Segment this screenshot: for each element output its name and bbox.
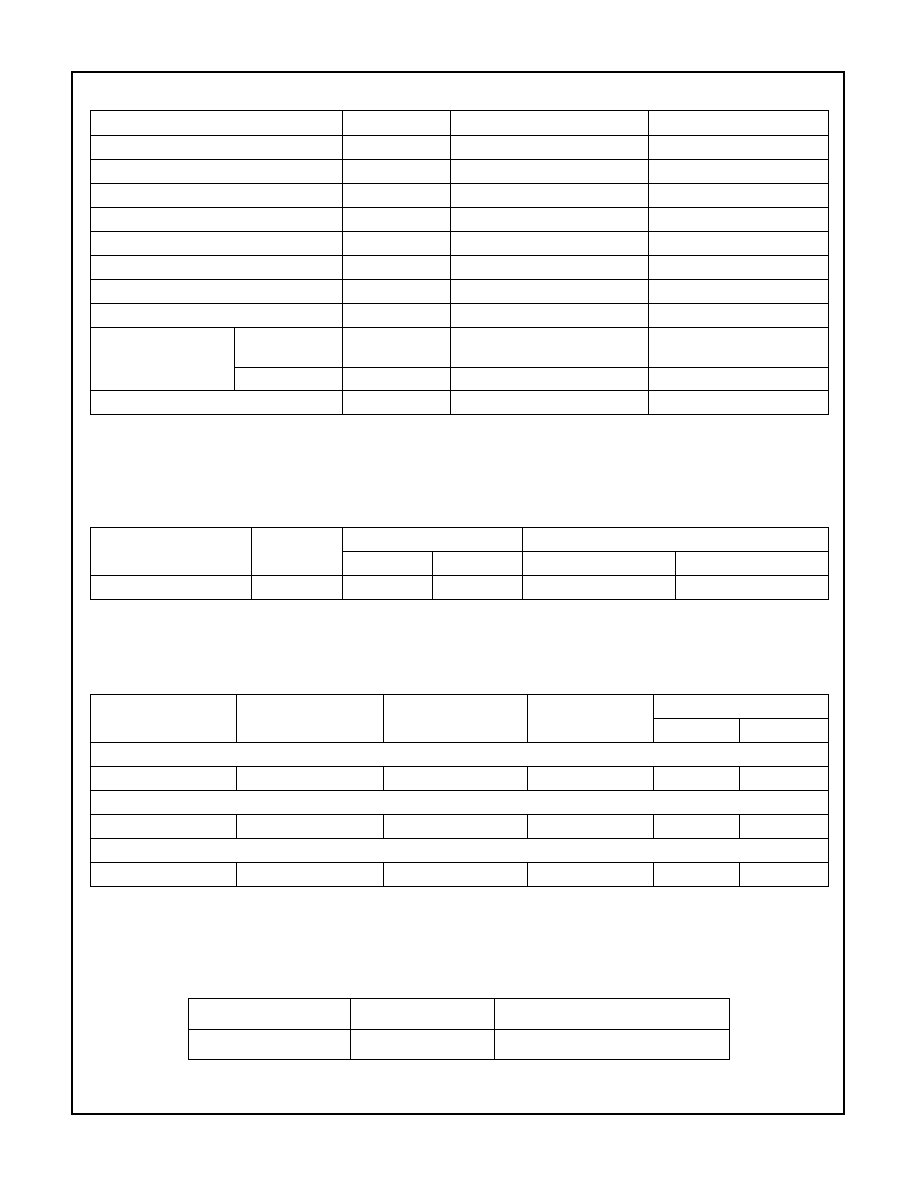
table-cell (343, 280, 451, 304)
table-cell (523, 576, 676, 600)
table-cell (91, 576, 252, 600)
header-cell (649, 111, 829, 136)
table-cell (343, 184, 451, 208)
table-cell (91, 391, 343, 415)
table-header-row (91, 695, 829, 719)
table-cell (528, 815, 654, 839)
header-cell (740, 719, 829, 743)
header-group-cell (523, 528, 829, 552)
table-cell (451, 208, 649, 232)
table-cell (451, 368, 649, 391)
table-cell (649, 208, 829, 232)
table-cell (91, 160, 343, 184)
header-cell (523, 552, 676, 576)
table-row (91, 767, 829, 791)
table-cell (343, 232, 451, 256)
form-table-3 (90, 694, 829, 887)
table-cell (235, 368, 343, 391)
table-row (91, 160, 829, 184)
header-cell (343, 111, 451, 136)
table-cell (237, 863, 384, 887)
table-cell (740, 767, 829, 791)
table-cell (654, 863, 740, 887)
table-cell (451, 232, 649, 256)
table-cell (235, 328, 343, 368)
table-cell (384, 815, 528, 839)
table-row (91, 863, 829, 887)
table-row (91, 232, 829, 256)
table-cell (91, 136, 343, 160)
header-cell (91, 695, 237, 743)
section-cell (91, 791, 829, 815)
table-cell (384, 863, 528, 887)
table-cell (654, 815, 740, 839)
section-row (91, 791, 829, 815)
table-cell (343, 304, 451, 328)
section-row (91, 743, 829, 767)
table-cell (528, 767, 654, 791)
table-row (91, 576, 829, 600)
table-cell (91, 815, 237, 839)
header-cell (351, 999, 495, 1030)
table-row (189, 1030, 730, 1060)
header-cell (528, 695, 654, 743)
table-cell (649, 136, 829, 160)
table-cell (343, 136, 451, 160)
table-cell (343, 208, 451, 232)
header-cell (384, 695, 528, 743)
section-cell (91, 743, 829, 767)
table-cell (451, 160, 649, 184)
table-cell (343, 160, 451, 184)
header-group-cell (343, 528, 523, 552)
merged-group-cell (91, 328, 235, 391)
table-cell (649, 184, 829, 208)
table-row (91, 256, 829, 280)
header-cell (654, 719, 740, 743)
table-cell (451, 304, 649, 328)
table-cell (91, 208, 343, 232)
table-cell (451, 256, 649, 280)
table-cell (649, 391, 829, 415)
table-cell (343, 391, 451, 415)
table-cell (91, 232, 343, 256)
header-cell (189, 999, 351, 1030)
table-cell (343, 256, 451, 280)
table-cell (351, 1030, 495, 1060)
table-cell (91, 863, 237, 887)
table-row (91, 815, 829, 839)
table-cell (649, 160, 829, 184)
form-table-2 (90, 527, 829, 600)
form-table-1 (90, 110, 829, 415)
table-header-row (189, 999, 730, 1030)
table-cell (451, 391, 649, 415)
table-cell (91, 256, 343, 280)
table-cell (649, 232, 829, 256)
table-cell (649, 256, 829, 280)
table-row (91, 391, 829, 415)
header-cell (676, 552, 829, 576)
form-table-4 (188, 998, 730, 1060)
table-cell (91, 280, 343, 304)
table-cell (237, 767, 384, 791)
table-cell (384, 767, 528, 791)
table-cell (654, 767, 740, 791)
header-cell (252, 528, 343, 576)
table-cell (237, 815, 384, 839)
header-cell (237, 695, 384, 743)
header-cell (495, 999, 730, 1030)
table-cell (343, 328, 451, 368)
header-group-cell (654, 695, 829, 719)
table-cell (343, 576, 433, 600)
section-cell (91, 839, 829, 863)
table-cell (91, 184, 343, 208)
table-cell (495, 1030, 730, 1060)
table-row (91, 328, 829, 368)
table-cell (740, 815, 829, 839)
header-cell (433, 552, 523, 576)
table-cell (91, 304, 343, 328)
table-cell (189, 1030, 351, 1060)
header-cell (91, 111, 343, 136)
table-cell (252, 576, 343, 600)
table-cell (649, 328, 829, 368)
table-header-row (91, 111, 829, 136)
table-row (91, 208, 829, 232)
table-cell (451, 184, 649, 208)
table-cell (451, 136, 649, 160)
table-cell (740, 863, 829, 887)
table-cell (433, 576, 523, 600)
table-cell (649, 280, 829, 304)
table-row (91, 184, 829, 208)
table-row (91, 280, 829, 304)
table-cell (91, 767, 237, 791)
table-cell (451, 328, 649, 368)
table-row (91, 304, 829, 328)
table-header-row (91, 528, 829, 552)
table-cell (649, 304, 829, 328)
table-cell (451, 280, 649, 304)
table-cell (528, 863, 654, 887)
table-row (91, 136, 829, 160)
header-cell (451, 111, 649, 136)
section-row (91, 839, 829, 863)
table-cell (676, 576, 829, 600)
table-cell (343, 368, 451, 391)
header-cell (91, 528, 252, 576)
table-cell (649, 368, 829, 391)
header-cell (343, 552, 433, 576)
